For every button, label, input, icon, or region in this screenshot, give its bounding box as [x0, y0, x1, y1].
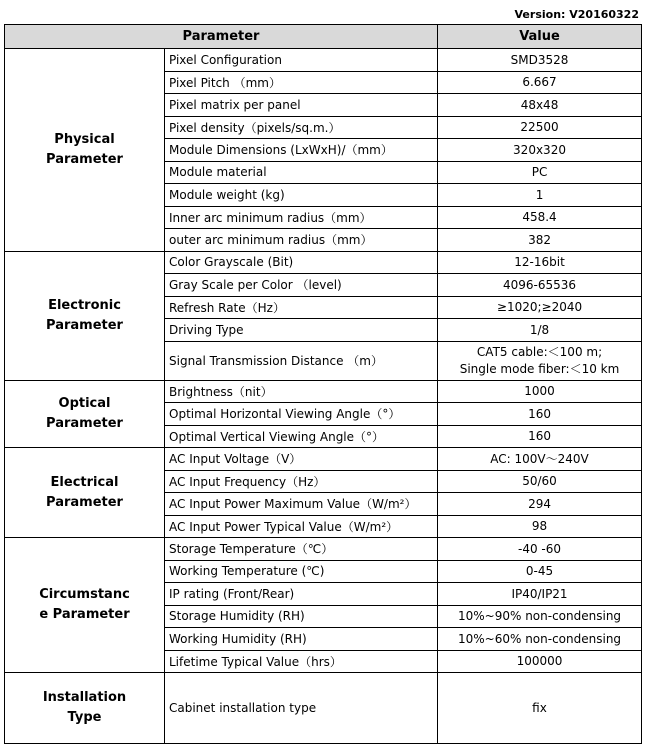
group-label-line: Parameter — [46, 415, 123, 431]
param-name: Optimal Vertical Viewing Angle（°） — [165, 425, 438, 448]
group-label-line: Electrical — [50, 474, 119, 490]
group-label — [5, 448, 165, 538]
param-value: 0-45 — [438, 560, 642, 583]
param-name: Module material — [165, 161, 438, 184]
param-value: 458.4 — [438, 206, 642, 229]
spec-body — [5, 49, 642, 744]
param-value: fix — [438, 673, 642, 744]
param-value: 294 — [438, 493, 642, 516]
param-value: 50/60 — [438, 470, 642, 493]
header-row — [5, 25, 642, 49]
param-name: Module Dimensions (LxWxH)/（mm） — [165, 139, 438, 162]
param-value-line: CAT5 cable:＜100 m; — [476, 344, 603, 359]
param-value: 10%~60% non-condensing — [438, 628, 642, 651]
param-value: 10%~90% non-condensing — [438, 605, 642, 628]
param-value — [438, 341, 642, 380]
group-label — [5, 538, 165, 673]
param-value: 48x48 — [438, 94, 642, 117]
table-row — [5, 538, 642, 561]
table-row — [5, 380, 642, 403]
table-row — [5, 49, 642, 72]
param-name: Storage Temperature（℃） — [165, 538, 438, 561]
param-name: Brightness（nit） — [165, 380, 438, 403]
param-name: Module weight (kg) — [165, 184, 438, 207]
param-name: IP rating (Front/Rear) — [165, 583, 438, 606]
group-label-line: Installation — [42, 690, 127, 705]
param-value: 6.667 — [438, 71, 642, 94]
param-value: AC: 100V～240V — [438, 448, 642, 471]
spec-table — [4, 24, 642, 744]
version-label: Version: V20160322 — [514, 8, 639, 21]
table-row — [5, 673, 642, 744]
param-value: -40 -60 — [438, 538, 642, 561]
param-value: 98 — [438, 515, 642, 538]
value-header: Value — [438, 25, 642, 49]
param-value: 160 — [438, 403, 642, 426]
group-label — [5, 251, 165, 380]
param-value: 12-16bit — [438, 251, 642, 274]
group-label-line: Physical — [54, 131, 115, 147]
param-value: 22500 — [438, 116, 642, 139]
param-value: 320x320 — [438, 139, 642, 162]
group-label-line: Parameter — [46, 317, 123, 333]
param-value: 1/8 — [438, 319, 642, 342]
param-name: AC Input Power Typical Value（W/m²） — [165, 515, 438, 538]
param-value: 382 — [438, 229, 642, 252]
param-name: Optimal Horizontal Viewing Angle（°） — [165, 403, 438, 426]
param-name: outer arc minimum radius（mm） — [165, 229, 438, 252]
group-label-line: e Parameter — [39, 607, 130, 622]
param-value: 1000 — [438, 380, 642, 403]
param-name: AC Input Power Maximum Value（W/m²） — [165, 493, 438, 516]
group-label — [5, 673, 165, 744]
param-value: 100000 — [438, 650, 642, 673]
param-name: Working Humidity (RH) — [165, 628, 438, 651]
param-value: 160 — [438, 425, 642, 448]
group-label-line: Parameter — [46, 151, 123, 167]
param-name: Refresh Rate（Hz） — [165, 296, 438, 319]
param-name: Pixel matrix per panel — [165, 94, 438, 117]
param-name: Pixel density（pixels/sq.m.） — [165, 116, 438, 139]
param-name: Cabinet installation type — [165, 673, 438, 744]
param-value-line: Single mode fiber:＜10 km — [459, 361, 620, 376]
param-name: Lifetime Typical Value（hrs） — [165, 650, 438, 673]
group-label-line: Optical — [58, 395, 111, 411]
group-label — [5, 380, 165, 448]
param-value: PC — [438, 161, 642, 184]
group-label — [5, 49, 165, 252]
group-label-line: Type — [67, 710, 102, 725]
param-name: AC Input Voltage（V） — [165, 448, 438, 471]
param-value: SMD3528 — [438, 49, 642, 72]
group-label-line: Circumstanc — [39, 587, 130, 602]
param-name: Gray Scale per Color （level) — [165, 274, 438, 297]
param-value: ≥1020;≥2040 — [438, 296, 642, 319]
param-name: Working Temperature (℃) — [165, 560, 438, 583]
param-value: IP40/IP21 — [438, 583, 642, 606]
table-row — [5, 448, 642, 471]
param-name: Pixel Configuration — [165, 49, 438, 72]
param-name: Signal Transmission Distance （m） — [165, 341, 438, 380]
param-name: Inner arc minimum radius（mm） — [165, 206, 438, 229]
param-name: Color Grayscale (Bit) — [165, 251, 438, 274]
param-name: Pixel Pitch （mm） — [165, 71, 438, 94]
parameter-header: Parameter — [5, 25, 438, 49]
param-name: Storage Humidity (RH) — [165, 605, 438, 628]
group-label-line: Electronic — [48, 297, 121, 313]
table-row — [5, 251, 642, 274]
group-label-line: Parameter — [46, 494, 123, 510]
param-value: 4096-65536 — [438, 274, 642, 297]
param-name: Driving Type — [165, 319, 438, 342]
param-value: 1 — [438, 184, 642, 207]
param-name: AC Input Frequency（Hz） — [165, 470, 438, 493]
